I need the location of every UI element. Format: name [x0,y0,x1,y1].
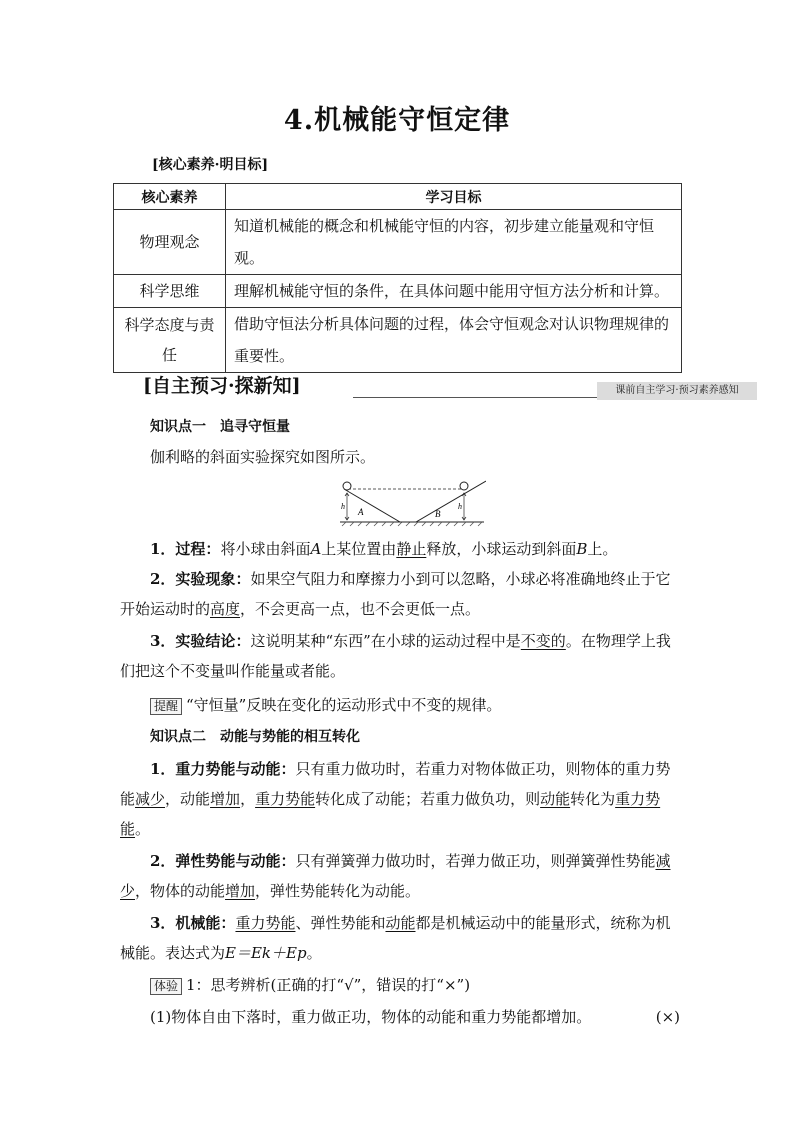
table-cell-goal: 知道机械能的概念和机械能守恒的内容，初步建立能量观和守恒观。 [226,210,682,275]
section-title: [自主预习·探新知] [143,375,301,397]
incline-b-label: B [435,509,441,519]
kp2-experience: 体验 1：思考辨析(正确的打“√”，错误的打“×”) [120,970,680,1000]
ball-end-icon [460,482,468,490]
goals-table [113,183,682,373]
table-row [114,275,682,308]
table-row [114,210,682,275]
kp2-item-mechanical: 3．机械能：重力势能、弹性势能和动能都是机械运动中的能量形式，统称为机械能。表达式为E＝Ek＋Ep。 [120,914,671,962]
table-cell-goal: 借助守恒法分析具体问题的过程，体会守恒观念对认识物理规律的重要性。 [226,308,682,373]
table-header-cell: 核心素养 [114,184,226,210]
tip-tag: 提醒 [150,698,182,715]
kp1-item-conclusion: 3．实验结论：这说明某种“东西”在小球的运动过程中是不变的。在物理学上我们把这个不变量叫作能量或者能。 [120,632,671,680]
table-cell-literacy: 科学思维 [114,275,226,308]
table-row [114,308,682,373]
kp2-item-gravity: 1．重力势能与动能：只有重力做功时，若重力对物体做正功，则物体的重力势能减少，动能增加，重力势能转化成了动能；若重力做负功，则动能转化为重力势能。 [120,760,671,838]
height-label-left: h [341,502,345,511]
experience-tag: 体验 [150,978,182,995]
section-band [113,372,757,400]
incline-experiment-diagram [338,479,486,527]
kp1-intro: 伽利略的斜面实验探究如图所示。 [150,448,376,466]
ball-start-icon [343,482,351,490]
kp1-tip: 提醒 “守恒量”反映在变化的运动形式中不变的规律。 [120,690,680,720]
judge-mark: (×) [655,1008,680,1026]
question-item: (1)物体自由下落时，重力做正功，物体的动能和重力势能都增加。 (×) [120,1002,680,1032]
table-header-row [114,184,682,210]
core-literacy-heading: [核心素养·明目标] [152,157,269,173]
table-header-cell: 学习目标 [226,184,682,210]
table-cell-goal: 理解机械能守恒的条件，在具体问题中能用守恒方法分析和计算。 [226,275,682,308]
kp2-item-elastic: 2．弹性势能与动能：只有弹簧弹力做功时，若弹力做正功，则弹簧弹性势能减少，物体的动能增加，弹性势能转化为动能。 [120,852,671,900]
kp1-item-phenomenon: 2．实验现象：如果空气阻力和摩擦力小到可以忽略，小球必将准确地终止于它开始运动时的高度，不会更高一点，也不会更低一点。 [120,570,671,618]
section-divider [353,397,597,398]
table-cell-literacy: 科学态度与责任 [114,308,226,373]
mechanical-energy-formula: E＝Ek＋Ep [225,944,307,962]
page-title: 4.机械能守恒定律 [283,105,511,136]
kp2-title: 知识点二 动能与势能的相互转化 [150,729,360,745]
table-cell-literacy: 物理观念 [114,210,226,275]
kp1-item-process: 1．过程：将小球由斜面A上某位置由静止释放，小球运动到斜面B上。 [150,540,618,558]
height-label-right: h [458,502,462,511]
incline-a-label: A [358,507,364,517]
kp1-title: 知识点一 追寻守恒量 [150,419,290,435]
section-right-label: 课前自主学习·预习素养感知 [597,382,757,400]
